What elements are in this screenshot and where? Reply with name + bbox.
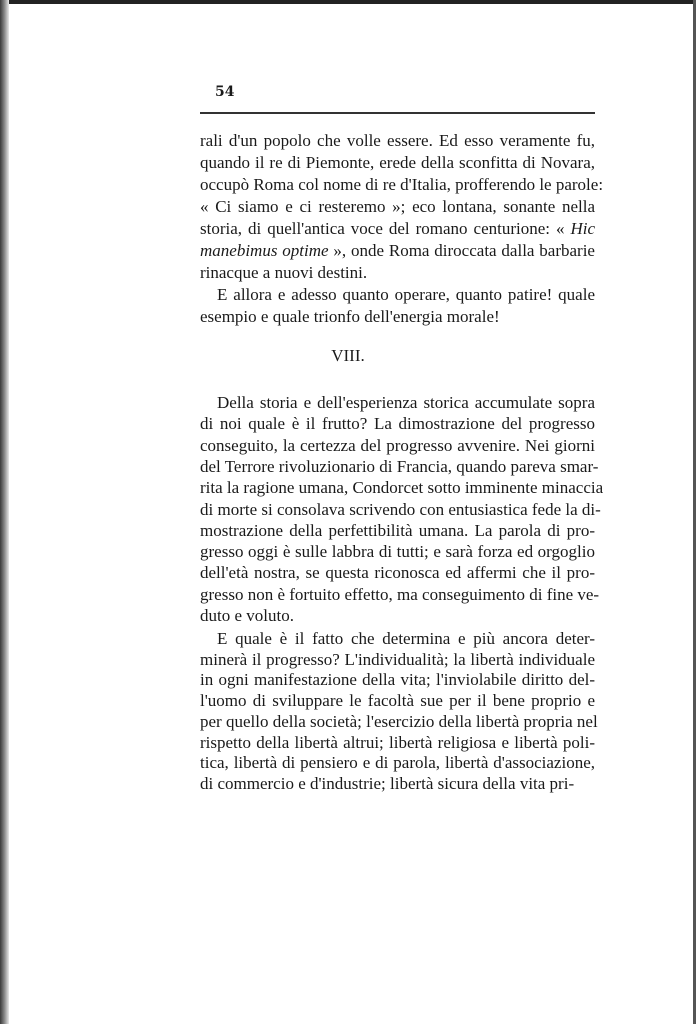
- text-line: rali d'un popolo che volle essere. Ed esso veramente fu,: [200, 131, 595, 150]
- text-line: storia, di quell'antica voce del romano centurione: « Hic: [200, 219, 595, 238]
- text-line: rita la ragione umana, Condorcet sotto imminente minaccia: [200, 478, 604, 498]
- scan-edge-left: [0, 0, 9, 1024]
- text-line: di morte si consolava scrivendo con entusiastica fede la di-: [200, 499, 601, 519]
- text-line: duto e voluto.: [200, 606, 294, 625]
- text-line: gresso non è fortuito effetto, ma conseguimento di fine ve-: [200, 584, 600, 604]
- text-line: gresso oggi è sulle labbra di tutti; e sarà forza ed orgoglio: [200, 542, 595, 562]
- text-line: mostrazione della perfettibilità umana. La parola di pro-: [200, 520, 595, 540]
- text-line: in ogni manifestazione della vita; l'inviolabile diritto del-: [200, 670, 595, 690]
- text-line: di commercio e d'industrie; libertà sicura della vita pri-: [200, 773, 575, 793]
- text-line: conseguito, la certezza del progresso avvenire. Nei giorni: [200, 435, 595, 455]
- text-line: E quale è il fatto che determina e più ancora deter-: [217, 629, 595, 648]
- text-line: occupò Roma col nome di re d'Italia, profferendo le parole:: [200, 175, 604, 194]
- text-line: tica, libertà di pensiero e di parola, libertà d'associazione,: [200, 753, 595, 773]
- text-line: del Terrore rivoluzionario di Francia, quando pareva smar-: [200, 456, 599, 476]
- text-line: dell'età nostra, se questa riconosca ed affermi che il pro-: [200, 563, 595, 583]
- text-line: quando il re di Piemonte, erede della sconfitta di Novara,: [200, 153, 595, 172]
- text-line: manebimus optime », onde Roma diroccata dalla barbarie: [200, 241, 595, 260]
- section-heading: VIII.: [331, 346, 365, 365]
- header-rule: [200, 112, 595, 114]
- text-line: « Ci siamo e ci resteremo »; eco lontana, sonante nella: [200, 197, 595, 216]
- text-line: Della storia e dell'esperienza storica accumulate sopra: [217, 393, 595, 412]
- text-line: di noi quale è il frutto? La dimostrazione del progresso: [200, 414, 595, 434]
- text-line: esempio e quale trionfo dell'energia morale!: [200, 307, 500, 326]
- text-line: l'uomo di sviluppare le facoltà sue per il bene proprio e: [200, 691, 595, 711]
- scan-edge-top: [0, 0, 696, 4]
- text-line: rinacque a nuovi destini.: [200, 263, 368, 282]
- text-line: rispetto della libertà altrui; libertà religiosa e libertà poli-: [200, 732, 595, 752]
- page-number: 54: [215, 84, 235, 100]
- text-line: per quello della società; l'esercizio della libertà propria nel: [200, 711, 598, 731]
- text-line: E allora e adesso quanto operare, quanto patire! quale: [217, 285, 595, 304]
- text-line: minerà il progresso? L'individualità; la libertà individuale: [200, 649, 595, 669]
